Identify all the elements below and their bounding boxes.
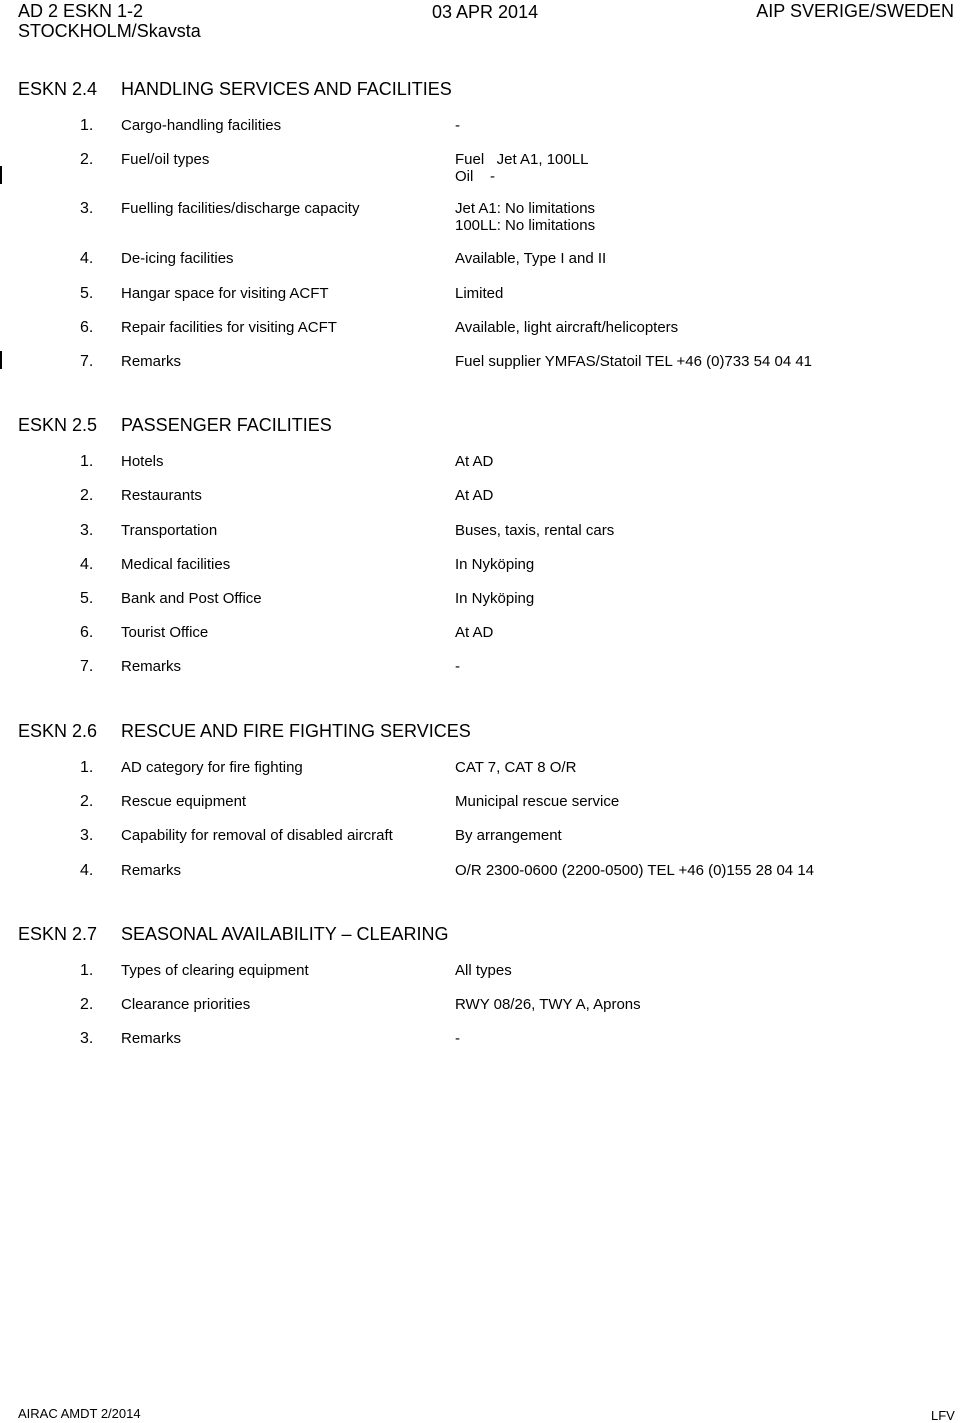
item-value-line: O/R 2300-0600 (2200-0500) TEL +46 (0)155 28 04 14 [455,862,815,879]
item-value-line: Municipal rescue service [455,793,620,810]
item-number: 5. [80,590,94,607]
item-value [455,319,678,336]
item-label: Transportation [121,522,218,539]
item-value-line: - [455,658,460,675]
item-label: Capability for removal of disabled aircraft [121,827,393,844]
item-value-line: 100LL: No limitations [455,217,596,234]
item-value-line: Available, light aircraft/helicopters [455,319,679,336]
issuer-label: LFV [931,1408,955,1423]
item-value-line: CAT 7, CAT 8 O/R [455,759,577,776]
doc-reference: AD 2 ESKN 1-2 [18,1,144,21]
item-label: Hotels [121,453,164,470]
item-value [455,827,562,844]
item-label: AD category for fire fighting [121,759,303,776]
item-value-line: In Nyköping [455,556,535,573]
item-value-line: At AD [455,453,494,470]
item-number: 1. [80,117,94,134]
item-number: 4. [80,250,94,267]
item-value-line: - [455,1030,460,1047]
item-value [455,759,576,776]
item-label: Remarks [121,353,182,370]
item-number: 7. [80,353,94,370]
item-value-line: RWY 08/26, TWY A, Aprons [455,996,641,1013]
item-label: Remarks [121,862,182,879]
item-label: Remarks [121,1030,182,1047]
item-number: 6. [80,319,94,336]
item-value [455,962,512,979]
item-value-line: Fuel Jet A1, 100LL [455,151,589,168]
item-label: Bank and Post Office [121,590,262,607]
item-label: Fuelling facilities/discharge capacity [121,200,360,217]
item-label: Repair facilities for visiting ACFT [121,319,337,336]
item-number: 2. [80,151,94,168]
item-value-line: All types [455,962,512,979]
section-id: ESKN 2.5 [18,415,98,435]
item-number: 3. [80,522,94,539]
item-value [455,117,460,134]
item-value-line: At AD [455,624,494,641]
item-value-line: - [455,117,460,134]
item-value-line: In Nyköping [455,590,535,607]
item-value [455,522,614,539]
item-value [455,250,606,267]
section-title: PASSENGER FACILITIES [121,415,332,435]
item-label: Tourist Office [121,624,209,641]
item-value [455,996,641,1013]
item-value [455,285,503,302]
item-value [455,200,595,234]
change-bar [0,351,2,369]
item-label: Restaurants [121,487,202,504]
item-value [455,793,619,810]
item-value [455,487,493,504]
item-number: 1. [80,453,94,470]
item-value-line: Available, Type I and II [455,250,607,267]
section-id: ESKN 2.7 [18,924,98,944]
item-label: Cargo-handling facilities [121,117,282,134]
item-label: De-icing facilities [121,250,234,267]
item-number: 2. [80,996,94,1013]
item-number: 2. [80,793,94,810]
amendment-label: AIRAC AMDT 2/2014 [18,1406,141,1421]
item-number: 4. [80,556,94,573]
item-label: Types of clearing equipment [121,962,309,979]
item-value-line: Fuel supplier YMFAS/Statoil TEL +46 (0)733 54 04 41 [455,353,813,370]
section-id: ESKN 2.4 [18,79,98,99]
item-value [455,556,534,573]
publication-date: 03 APR 2014 [432,2,539,22]
item-number: 4. [80,862,94,879]
item-value [455,151,588,185]
item-number: 7. [80,658,94,675]
item-number: 3. [80,827,94,844]
item-label: Hangar space for visiting ACFT [121,285,329,302]
airport-name: STOCKHOLM/Skavsta [18,21,201,41]
item-number: 3. [80,1030,94,1047]
item-value [455,658,460,675]
item-number: 6. [80,624,94,641]
item-value [455,862,814,879]
item-value [455,353,812,370]
item-value-line: Buses, taxis, rental cars [455,522,615,539]
item-label: Fuel/oil types [121,151,210,168]
item-value-line: Oil - [455,168,495,185]
item-label: Rescue equipment [121,793,247,810]
item-value [455,1030,460,1047]
section-id: ESKN 2.6 [18,721,98,741]
item-number: 1. [80,962,94,979]
section-title: HANDLING SERVICES AND FACILITIES [121,79,452,99]
item-value-line: Limited [455,285,504,302]
item-value-line: Jet A1: No limitations [455,200,596,217]
section-title: SEASONAL AVAILABILITY – CLEARING [121,924,449,944]
item-number: 1. [80,759,94,776]
section-title: RESCUE AND FIRE FIGHTING SERVICES [121,721,471,741]
item-label: Medical facilities [121,556,231,573]
item-value-line: At AD [455,487,494,504]
item-number: 3. [80,200,94,217]
item-label: Remarks [121,658,182,675]
item-value-line: By arrangement [455,827,562,844]
publisher-name: AIP SVERIGE/SWEDEN [756,1,954,21]
item-number: 5. [80,285,94,302]
item-value [455,590,534,607]
item-number: 2. [80,487,94,504]
item-label: Clearance priorities [121,996,251,1013]
change-bar [0,166,2,184]
item-value [455,453,493,470]
item-value [455,624,493,641]
